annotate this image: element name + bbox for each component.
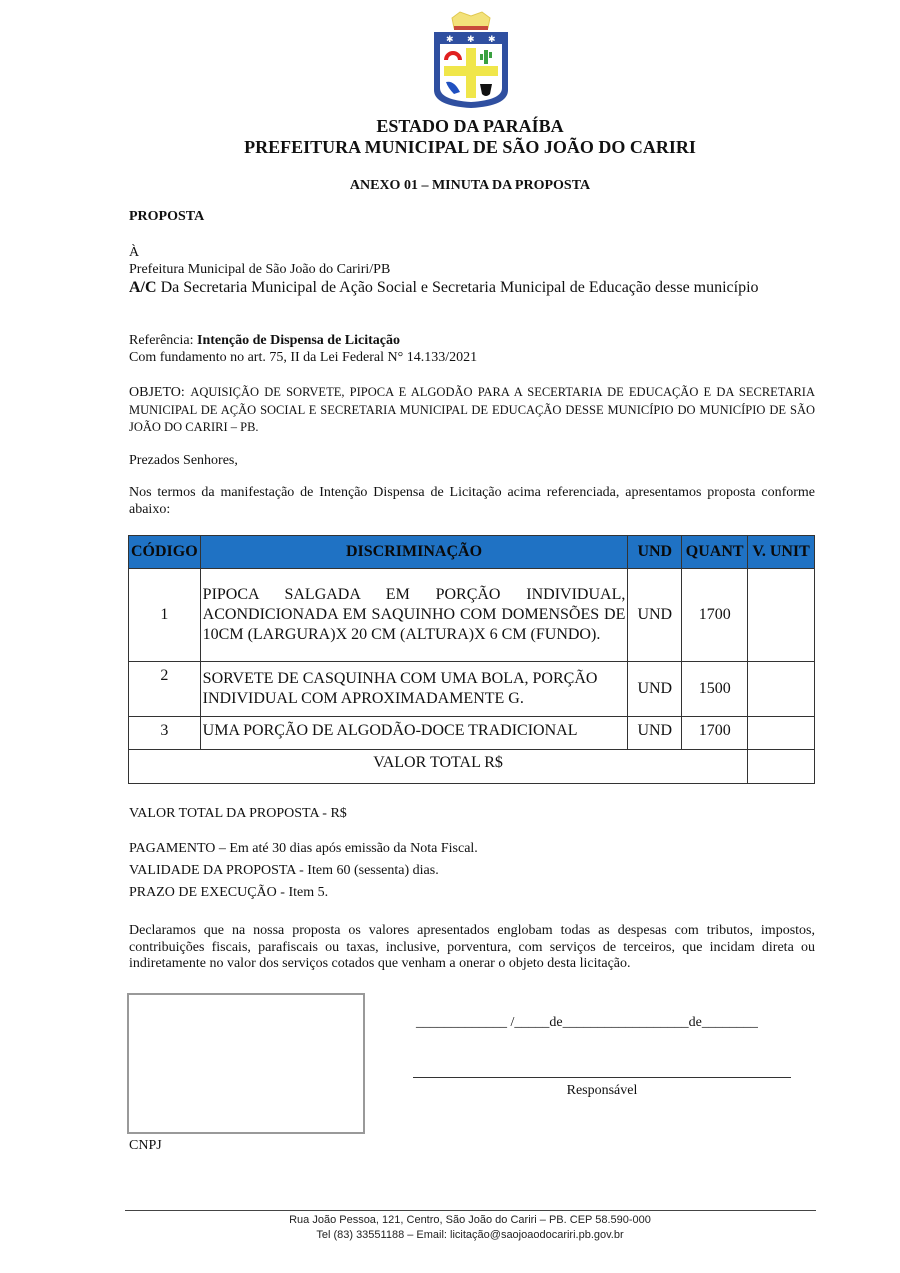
signature-line[interactable]: [413, 1077, 791, 1078]
reference-label: Referência:: [129, 333, 198, 348]
municipal-coat-of-arms-icon: [430, 10, 512, 110]
item-quantity: 1700: [682, 569, 748, 662]
state-title: ESTADO DA PARAÍBA: [376, 116, 564, 136]
table-row: [129, 569, 815, 662]
table-row: [129, 717, 815, 750]
col-header-quantity: QUANT: [682, 536, 748, 569]
item-description: SORVETE DE CASQUINHA COM UMA BOLA, PORÇÃO INDIVIDUAL COM APROXIMADAMENTE G.: [200, 662, 628, 717]
footer-contact: Tel (83) 33551188 – Email: licitação@saojoaodocariri.pb.gov.br: [316, 1229, 624, 1241]
cnpj-label: CNPJ: [129, 1138, 162, 1153]
object-paragraph: [129, 384, 815, 437]
total-label: VALOR TOTAL R$: [129, 750, 748, 784]
table-header-row: [129, 536, 815, 569]
proposal-total: VALOR TOTAL DA PROPOSTA - R$: [129, 806, 347, 821]
proposal-label: PROPOSTA: [129, 209, 205, 224]
item-unit: UND: [628, 717, 682, 750]
svg-text:✱: ✱: [446, 34, 454, 44]
item-quantity: 1700: [682, 717, 748, 750]
payment-terms: PAGAMENTO – Em até 30 dias após emissão da Nota Fiscal.: [129, 841, 478, 856]
recipient-line: Prefeitura Municipal de São João do Cariri/PB: [129, 262, 391, 277]
items-table: [128, 535, 815, 784]
coat-of-arms-logo: [430, 10, 512, 110]
item-unit-value[interactable]: [748, 569, 815, 662]
execution-deadline: PRAZO DE EXECUÇÃO - Item 5.: [129, 885, 329, 900]
annex-title: ANEXO 01 – MINUTA DA PROPOSTA: [349, 178, 591, 193]
total-value[interactable]: [748, 750, 815, 784]
col-header-unit-value: V. UNIT: [748, 536, 815, 569]
reference-value: Intenção de Dispensa de Licitação: [197, 333, 401, 348]
object-text: AQUISIÇÃO DE SORVETE, PIPOCA E ALGODÃO PARA A SECERTARIA DE EDUCAÇÃO E DA SECRETARIA MUNICIPAL DE AÇÃO SOCIAL E SECRETARIA MUNICIPAL DE EDUCAÇÃO DESSE MUNICÍPIO DO MUNICÍPIO DE SÃO JOÃO DO CARIRI – PB.: [129, 385, 816, 434]
attention-label: A/C: [129, 279, 157, 296]
object-label: OBJETO:: [129, 385, 191, 400]
item-description: PIPOCA SALGADA EM PORÇÃO INDIVIDUAL, ACONDICIONADA EM SAQUINHO COM DOMENSÕES DE 10CM (LARGURA)X 20 CM (ALTURA)X 6 CM (FUNDO).: [200, 569, 628, 662]
item-code: 1: [129, 569, 201, 662]
table-row: [129, 662, 815, 717]
col-header-unit: UND: [628, 536, 682, 569]
recipient-to: À: [129, 245, 140, 260]
item-unit: UND: [628, 569, 682, 662]
date-line[interactable]: _____________ /_____de__________________de________: [416, 1015, 758, 1030]
svg-text:✱: ✱: [488, 34, 496, 44]
svg-text:✱: ✱: [467, 34, 475, 44]
validity-terms: VALIDADE DA PROPOSTA - Item 60 (sessenta) dias.: [129, 863, 439, 878]
footer-address: Rua João Pessoa, 121, Centro, São João do Cariri – PB. CEP 58.590-000: [289, 1214, 651, 1226]
intro-paragraph: Nos termos da manifestação de Intenção Dispensa de Licitação acima referenciada, apresentamos proposta conforme abaixo:: [129, 485, 815, 517]
prefecture-title: PREFEITURA MUNICIPAL DE SÃO JOÃO DO CARIRI: [244, 137, 696, 157]
item-quantity: 1500: [682, 662, 748, 717]
item-code: 2: [129, 662, 201, 717]
item-description: UMA PORÇÃO DE ALGODÃO-DOCE TRADICIONAL: [200, 717, 628, 750]
reference-line: [129, 332, 400, 349]
declaration-paragraph: Declaramos que na nossa proposta os valores apresentados englobam todas as despesas com tributos, impostos, contribuições fiscais, parafiscais ou taxas, inclusive, porventura, com serviços de terceiros, que incidam direta ou indiretamente no valor dos serviços cotados que venham a onerar o objeto desta licitação.: [129, 923, 815, 971]
item-unit-value[interactable]: [748, 717, 815, 750]
attention-line: [129, 279, 759, 297]
col-header-description: DISCRIMINAÇÃO: [200, 536, 628, 569]
responsible-label: Responsável: [566, 1083, 638, 1098]
attention-text: Da Secretaria Municipal de Ação Social e Secretaria Municipal de Educação desse município: [156, 279, 759, 296]
greeting: Prezados Senhores,: [129, 453, 238, 468]
item-unit: UND: [628, 662, 682, 717]
col-header-code: CÓDIGO: [129, 536, 201, 569]
cnpj-stamp-box[interactable]: [127, 993, 365, 1134]
legal-basis: Com fundamento no art. 75, II da Lei Federal N° 14.133/2021: [129, 350, 478, 365]
table-total-row: [129, 750, 815, 784]
footer-divider: [125, 1210, 816, 1211]
item-code: 3: [129, 717, 201, 750]
item-unit-value[interactable]: [748, 662, 815, 717]
